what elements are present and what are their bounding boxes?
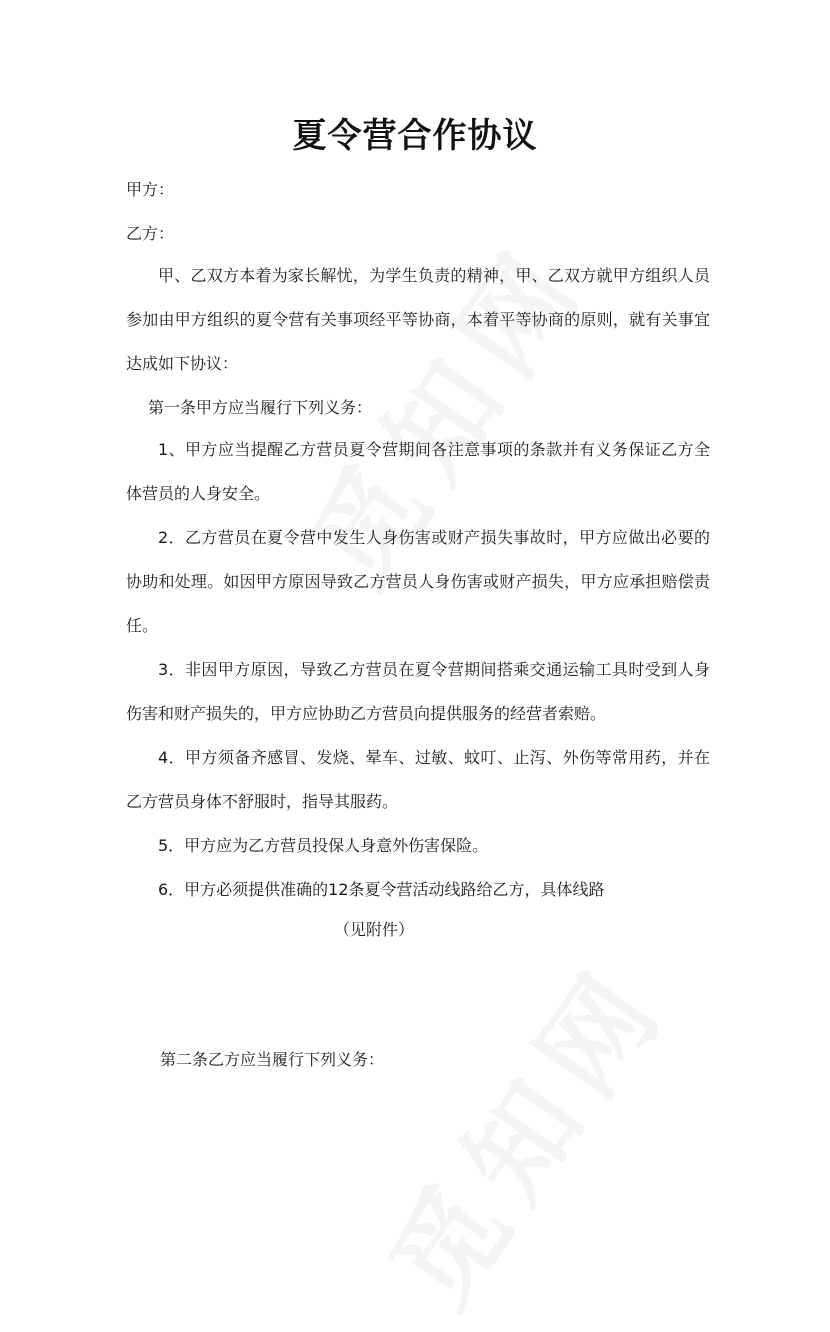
clause-4: 4．甲方须备齐感冒、发烧、晕车、过敏、蚊叮、止泻、外伤等常用药，并在乙方营员身体不舒服时，指导其服药。: [126, 748, 710, 811]
clause-2: 2．乙方营员在夏令营中发生人身伤害或财产损失事故时，甲方应做出必要的协助和处理。如因甲方原因导致乙方营员人身伤害或财产损失，甲方应承担赔偿责任。: [126, 528, 710, 635]
clause-3: 3．非因甲方原因，导致乙方营员在夏令营期间搭乘交通运输工具时受到人身伤害和财产损失的，甲方应协助乙方营员向提供服务的经营者索赔。: [126, 660, 710, 723]
attachment-note: （见附件）: [334, 920, 415, 939]
clause-5: 5．甲方应为乙方营员投保人身意外伤害保险。: [158, 836, 489, 855]
party-a-label: 甲方：: [126, 180, 175, 199]
article-2-heading: 第二条乙方应当履行下列义务：: [160, 1050, 385, 1069]
preamble-paragraph: 甲、乙双方本着为家长解忧，为学生负责的精神，甲、乙双方就甲方组织人员参加由甲方组织的夏令营有关事项经平等协商，本着平等协商的原则，就有关事宜达成如下协议：: [126, 266, 710, 373]
clause-1: 1、甲方应当提醒乙方营员夏令营期间各注意事项的条款并有义务保证乙方全体营员的人身安全。: [126, 440, 710, 503]
party-b-label: 乙方：: [126, 224, 175, 243]
document-title: 夏令营合作协议: [292, 116, 538, 156]
article-1-heading: 第一条甲方应当履行下列义务：: [148, 398, 373, 417]
watermark: [347, 926, 697, 1331]
clause-6: 6．甲方必须提供准确的12条夏令营活动线路给乙方，具体线路: [158, 880, 605, 899]
